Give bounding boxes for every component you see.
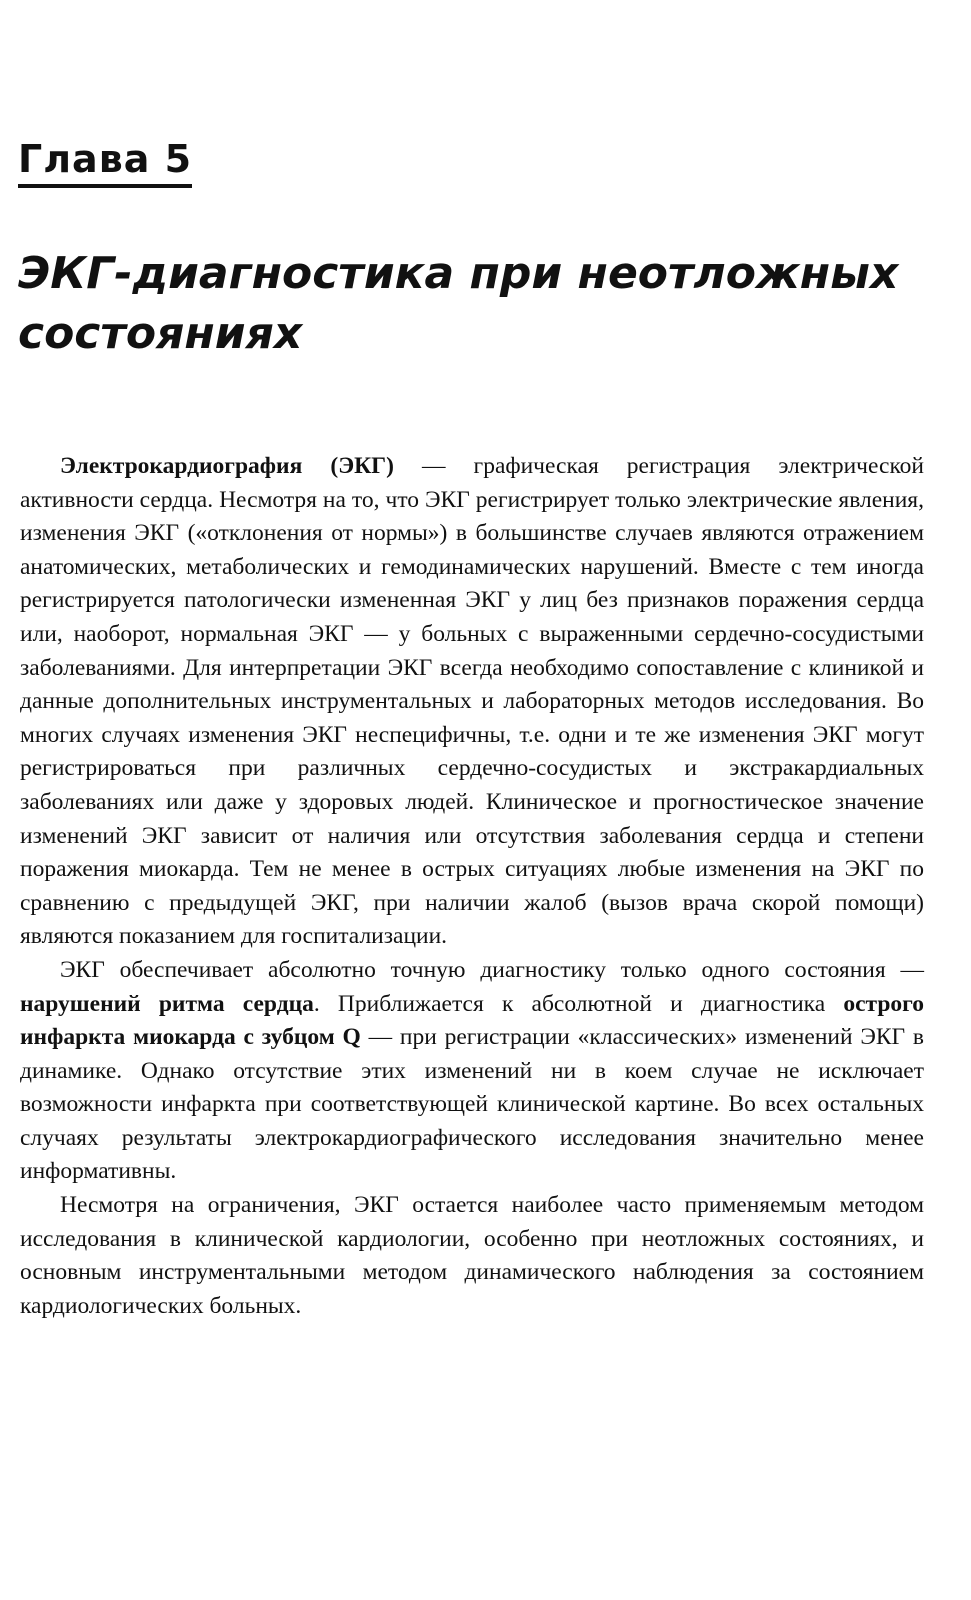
- paragraph-2-text-a: ЭКГ обеспечивает абсолютно точную диагностику только одного состояния —: [60, 956, 924, 983]
- term-ecg: Электрокардиография (ЭКГ): [60, 453, 394, 479]
- chapter-label: Глава 5: [18, 134, 192, 188]
- chapter-title: [18, 244, 948, 364]
- paragraph-2-text-b: . Приближается к абсолютной и диагностика: [313, 990, 844, 1017]
- paragraph-1: [20, 450, 924, 954]
- chapter-title-line-1: ЭКГ-диагностика при неотложных: [18, 248, 899, 299]
- term-arrhythmia: нарушений ритма сердца: [20, 990, 314, 1017]
- paragraph-3-text: Несмотря на ограничения, ЭКГ остается наиболее часто применяемым методом исследования в клинической кардиологии, особенно при неотложных состояниях, и основным инструментальными методом динамического наблюдения за состоянием кардиологических больных.: [20, 1192, 924, 1319]
- body-text: [20, 450, 924, 1323]
- paragraph-2: [20, 954, 924, 1189]
- term-q-wave-mi: острого инфаркта миокарда с зубцом Q: [20, 990, 924, 1051]
- paragraph-1-text: — графическая регистрация электрической активности сердца. Несмотря на то, что ЭКГ регистрирует только электрические явления, изменения ЭКГ («отклонения от нормы») в большинстве случаев являются отражением анатомических, метаболических и гемодинамических нарушений. Вместе с тем иногда регистрируется патологически измененная ЭКГ у лиц без признаков поражения сердца или, наоборот, нормальная ЭКГ — у больных с выраженными сердечно-сосудистыми заболеваниями. Для интерпретации ЭКГ всегда необходимо сопоставление с клиникой и данные дополнительных инструментальных и лабораторных методов исследования. Во многих случаях изменения ЭКГ неспецифичны, т.е. одни и те же изменения ЭКГ могут регистрироваться при различных сердечно-сосудистых и экстракардиальных заболеваниях или даже у здоровых людей. Клиническое и прогностическое значение изменений ЭКГ зависит от наличия или отсутствия заболевания сердца и степени поражения миокарда. Тем не менее в острых ситуациях любые изменения на ЭКГ по сравнению с предыдущей ЭКГ, при наличии жалоб (вызов врача скорой помощи) являются показанием для госпитализации.: [20, 453, 925, 950]
- chapter-title-line-2: состояниях: [18, 308, 303, 359]
- paragraph-3: [20, 1189, 924, 1323]
- paragraph-2-text-c: — при регистрации «классических» изменений ЭКГ в динамике. Однако отсутствие этих изменений ни в коем случае не исключает возможности инфаркта при соответствующей клинической картине. Во всех остальных случаях результаты электрокардиографического исследования значительно менее информативны.: [20, 1024, 925, 1185]
